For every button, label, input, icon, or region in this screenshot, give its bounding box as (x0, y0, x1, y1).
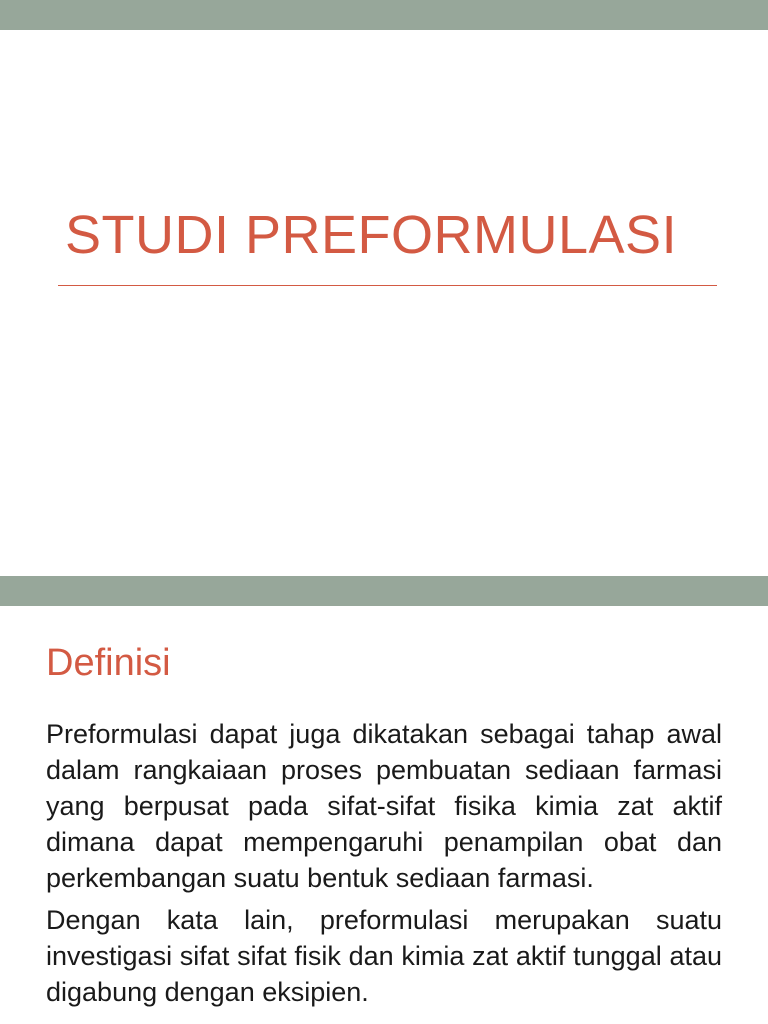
body-text (46, 716, 722, 1016)
slide-title: STUDI PREFORMULASI (65, 205, 678, 265)
slide-separator-band (0, 576, 768, 606)
section-heading: Definisi (46, 642, 171, 684)
title-underline (58, 285, 717, 286)
top-decorative-band (0, 0, 768, 30)
paragraph-1: Preformulasi dapat juga dikatakan sebagai tahap awal dalam rangkaiaan proses pembuatan sediaan farmasi yang berpusat pada sifat-sifat fisika kimia zat aktif dimana dapat mempengaruhi penampilan obat dan perkembangan suatu bentuk sediaan farmasi. (46, 719, 722, 893)
paragraph-2: Dengan kata lain, preformulasi merupakan suatu investigasi sifat sifat fisik dan kimia zat aktif tunggal atau digabung dengan eksipien. (46, 905, 722, 1007)
